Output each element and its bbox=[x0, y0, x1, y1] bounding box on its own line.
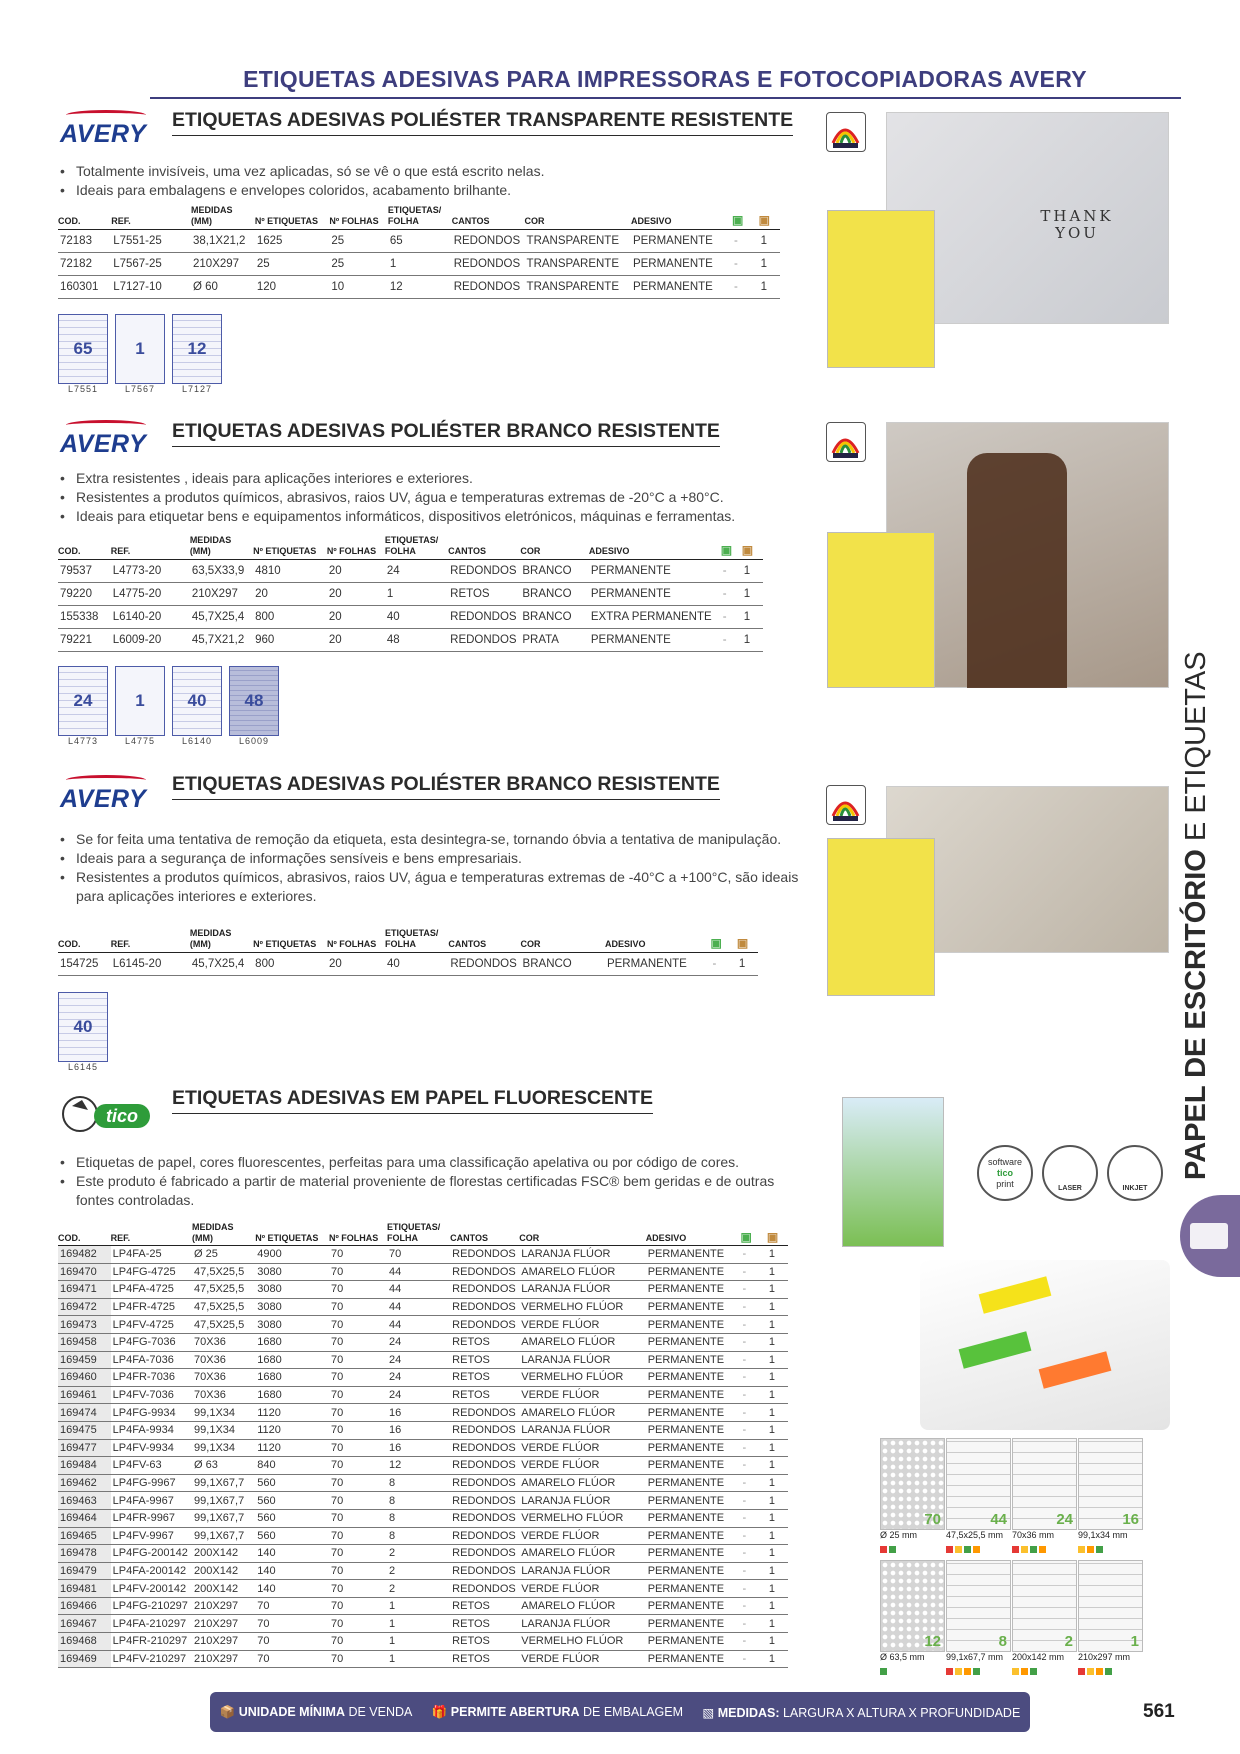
table-row: 169461 LP4FV-7036 70X36 1680 70 24 RETOS VERDE FLÚOR PERMANENTE - 1 bbox=[58, 1386, 788, 1404]
label-format: 1 210x297 mm bbox=[1078, 1560, 1144, 1680]
laser-icon: LASER bbox=[1042, 1145, 1098, 1201]
label-format: 8 99,1x67,7 mm bbox=[946, 1560, 1012, 1680]
column-header: Nº FOLHAS bbox=[327, 535, 385, 560]
product-pack-avery bbox=[827, 838, 935, 996]
table-row: 169462 LP4FG-9967 99,1X67,7 560 70 8 REDONDOS AMARELO FLÚOR PERMANENTE - 1 bbox=[58, 1474, 788, 1492]
label-format-grid bbox=[880, 1438, 1144, 1680]
label-format-thumb: 12 L7127 bbox=[172, 314, 222, 394]
software-print-icon: software tico print bbox=[977, 1145, 1033, 1201]
bullet: • Ideais para a segurança de informações sensíveis e bens empresariais. bbox=[58, 849, 803, 868]
format-thumbs-1 bbox=[58, 314, 222, 394]
product-table-fluorescent bbox=[58, 1222, 788, 1668]
table-row: 72182 L7567-25 210X297 25 25 1 REDONDOS TRANSPARENTE PERMANENTE - 1 bbox=[58, 253, 780, 276]
column-header: ETIQUETAS/ FOLHA bbox=[387, 1222, 450, 1246]
column-header: CANTOS bbox=[448, 535, 520, 560]
bullet: • Extra resistentes , ideais para aplicações interiores e exteriores. bbox=[58, 469, 818, 488]
table-row: 79221 L6009-20 45,7X21,2 960 20 48 REDONDOS PRATA PERMANENTE - 1 bbox=[58, 629, 763, 652]
section-title-tamper: ETIQUETAS ADESIVAS POLIÉSTER BRANCO RESISTENTE bbox=[172, 773, 720, 800]
label-format: 44 47,5x25,5 mm bbox=[946, 1438, 1012, 1558]
box-unit-icon: ▣ bbox=[759, 205, 780, 230]
column-header: COD. bbox=[58, 535, 111, 560]
column-header: CANTOS bbox=[452, 205, 525, 230]
table-row: 169477 LP4FV-9934 99,1X34 1120 70 16 REDONDOS VERDE FLÚOR PERMANENTE - 1 bbox=[58, 1439, 788, 1457]
page-number: 561 bbox=[1143, 1701, 1175, 1722]
product-table-transparent bbox=[58, 205, 780, 299]
bullet: • Etiquetas de papel, cores fluorescentes, perfeitas para uma classificação apelativa ou por código de cores. bbox=[58, 1153, 798, 1172]
section-title-fluorescent: ETIQUETAS ADESIVAS EM PAPEL FLUORESCENTE bbox=[172, 1087, 653, 1114]
table-row: 169479 LP4FA-200142 200X142 140 70 2 REDONDOS LARANJA FLÚOR PERMANENTE - 1 bbox=[58, 1562, 788, 1580]
category-label: PAPEL DE ESCRITÓRIO E ETIQUETAS bbox=[1180, 651, 1212, 1180]
product-table-white bbox=[58, 535, 763, 652]
column-header: REF. bbox=[111, 205, 191, 230]
table-row: 169468 LP4FR-210297 210X297 70 70 1 RETOS VERMELHO FLÚOR PERMANENTE - 1 bbox=[58, 1633, 788, 1651]
table-row: 169473 LP4FV-4725 47,5X25,5 3080 70 44 REDONDOS VERDE FLÚOR PERMANENTE - 1 bbox=[58, 1316, 788, 1334]
label-format-thumb: 48 L6009 bbox=[229, 666, 279, 746]
legend-dimensions: ▧ MEDIDAS: LARGURA X ALTURA X PROFUNDIDADE bbox=[702, 1705, 1021, 1720]
column-header: ADESIVO bbox=[589, 535, 721, 560]
column-header: REF. bbox=[111, 535, 190, 560]
open-pack-icon: ▣ bbox=[710, 928, 736, 953]
table-row: 72183 L7551-25 38,1X21,2 1625 25 65 REDONDOS TRANSPARENTE PERMANENTE - 1 bbox=[58, 230, 780, 253]
column-header: MEDIDAS (MM) bbox=[191, 205, 255, 230]
column-header: Nº FOLHAS bbox=[329, 205, 388, 230]
legend-bar bbox=[210, 1692, 1030, 1732]
section2-bullets bbox=[58, 469, 818, 526]
bullet: • Se for feita uma tentativa de remoção da etiqueta, esta desintegra-se, tornando óbvia a tentativa de manipulação. bbox=[58, 830, 803, 849]
table-row: 169472 LP4FR-4725 47,5X25,5 3080 70 44 REDONDOS VERMELHO FLÚOR PERMANENTE - 1 bbox=[58, 1298, 788, 1316]
box-unit-icon: ▣ bbox=[737, 928, 758, 953]
label-format-thumb: 65 L7551 bbox=[58, 314, 108, 394]
bullet: • Ideais para etiquetar bens e equipamentos informáticos, dispositivos eletrónicos, máquinas e ferramentas. bbox=[58, 507, 818, 526]
open-pack-icon: ▣ bbox=[732, 205, 759, 230]
bullet: • Resistentes a produtos químicos, abrasivos, raios UV, água e temperaturas extremas de -40°C a +100°C, são ideais para aplicações interiores e exteriores. bbox=[58, 868, 803, 906]
avery-logo: AVERY bbox=[58, 108, 158, 148]
box-unit-icon: ▣ bbox=[742, 535, 763, 560]
column-header: Nº ETIQUETAS bbox=[253, 928, 327, 953]
section-title-transparent: ETIQUETAS ADESIVAS POLIÉSTER TRANSPARENTE RESISTENTE bbox=[172, 109, 793, 136]
table-row: 169464 LP4FR-9967 99,1X67,7 560 70 8 REDONDOS VERMELHO FLÚOR PERMANENTE - 1 bbox=[58, 1509, 788, 1527]
column-header: Nº ETIQUETAS bbox=[255, 205, 329, 230]
table-row: 79220 L4775-20 210X297 20 20 1 RETOS BRANCO PERMANENTE - 1 bbox=[58, 583, 763, 606]
table-row: 169467 LP4FA-210297 210X297 70 70 1 RETOS LARANJA FLÚOR PERMANENTE - 1 bbox=[58, 1615, 788, 1633]
column-header: ADESIVO bbox=[631, 205, 732, 230]
column-header: MEDIDAS (MM) bbox=[190, 928, 253, 953]
tico-logo bbox=[58, 1090, 153, 1138]
column-header: COD. bbox=[58, 1222, 111, 1246]
open-pack-icon: ▣ bbox=[721, 535, 742, 560]
table-row: 154725 L6145-20 45,7X25,4 800 20 40 REDONDOS BRANCO PERMANENTE - 1 bbox=[58, 953, 758, 976]
product-photo-tubes bbox=[920, 1260, 1170, 1430]
title-divider bbox=[150, 97, 1181, 99]
column-header: Nº FOLHAS bbox=[329, 1222, 387, 1246]
table-row: 169482 LP4FA-25 Ø 25 4900 70 70 REDONDOS LARANJA FLÚOR PERMANENTE - 1 bbox=[58, 1246, 788, 1264]
table-row: 169471 LP4FA-4725 47,5X25,5 3080 70 44 REDONDOS LARANJA FLÚOR PERMANENTE - 1 bbox=[58, 1281, 788, 1299]
product-pack-tico bbox=[842, 1097, 944, 1247]
laser-printer-icon bbox=[826, 112, 866, 152]
inkjet-icon: INKJET bbox=[1107, 1145, 1163, 1201]
laser-printer-icon bbox=[826, 422, 866, 462]
open-pack-icon: ▣ bbox=[741, 1222, 767, 1246]
column-header: MEDIDAS (MM) bbox=[192, 1222, 255, 1246]
column-header: Nº ETIQUETAS bbox=[253, 535, 327, 560]
column-header: ETIQUETAS/ FOLHA bbox=[385, 928, 448, 953]
column-header: CANTOS bbox=[450, 1222, 519, 1246]
column-header: REF. bbox=[111, 928, 190, 953]
column-header: COR bbox=[525, 205, 631, 230]
label-format-thumb: 1 L4775 bbox=[115, 666, 165, 746]
table-row: 160301 L7127-10 Ø 60 120 10 12 REDONDOS TRANSPARENTE PERMANENTE - 1 bbox=[58, 276, 780, 299]
label-format: 70 Ø 25 mm bbox=[880, 1438, 946, 1558]
svg-text:tico: tico bbox=[105, 1106, 139, 1126]
column-header: MEDIDAS (MM) bbox=[190, 535, 253, 560]
label-format-thumb: 1 L7567 bbox=[115, 314, 165, 394]
legend-min-unit: 📦 UNIDADE MÍNIMA DE VENDA bbox=[219, 1704, 413, 1719]
avery-logo: AVERY bbox=[58, 773, 158, 813]
table-row: 169478 LP4FG-200142 200X142 140 70 2 REDONDOS AMARELO FLÚOR PERMANENTE - 1 bbox=[58, 1545, 788, 1563]
column-header: ADESIVO bbox=[646, 1222, 741, 1246]
label-format: 12 Ø 63,5 mm bbox=[880, 1560, 946, 1680]
table-row: 169465 LP4FV-9967 99,1X67,7 560 70 8 REDONDOS VERDE FLÚOR PERMANENTE - 1 bbox=[58, 1527, 788, 1545]
product-pack-avery bbox=[827, 210, 935, 368]
table-row: 155338 L6140-20 45,7X25,4 800 20 40 REDONDOS BRANCO EXTRA PERMANENTE - 1 bbox=[58, 606, 763, 629]
column-header: ETIQUETAS/ FOLHA bbox=[385, 535, 448, 560]
table-row: 79537 L4773-20 63,5X33,9 4810 20 24 REDONDOS BRANCO PERMANENTE - 1 bbox=[58, 560, 763, 583]
column-header: ADESIVO bbox=[605, 928, 711, 953]
column-header: Nº ETIQUETAS bbox=[255, 1222, 329, 1246]
section3-bullets bbox=[58, 830, 803, 906]
bullet: • Totalmente invisíveis, uma vez aplicadas, só se vê o que está escrito nelas. bbox=[58, 162, 808, 181]
format-thumbs-2 bbox=[58, 666, 279, 746]
label-format: 2 200x142 mm bbox=[1012, 1560, 1078, 1680]
table-row: 169458 LP4FG-7036 70X36 1680 70 24 RETOS AMARELO FLÚOR PERMANENTE - 1 bbox=[58, 1333, 788, 1351]
table-row: 169459 LP4FA-7036 70X36 1680 70 24 RETOS LARANJA FLÚOR PERMANENTE - 1 bbox=[58, 1351, 788, 1369]
column-header: COR bbox=[521, 928, 605, 953]
label-format: 24 70x36 mm bbox=[1012, 1438, 1078, 1558]
bullet: • Resistentes a produtos químicos, abrasivos, raios UV, água e temperaturas extremas de -20°C a +80°C. bbox=[58, 488, 818, 507]
column-header: COD. bbox=[58, 205, 111, 230]
table-row: 169460 LP4FR-7036 70X36 1680 70 24 RETOS VERMELHO FLÚOR PERMANENTE - 1 bbox=[58, 1369, 788, 1387]
format-thumbs-3 bbox=[58, 992, 108, 1072]
page-title: ETIQUETAS ADESIVAS PARA IMPRESSORAS E FOTOCOPIADORAS AVERY bbox=[243, 66, 1087, 92]
section1-bullets bbox=[58, 162, 808, 200]
table-row: 169466 LP4FG-210297 210X297 70 70 1 RETOS AMARELO FLÚOR PERMANENTE - 1 bbox=[58, 1597, 788, 1615]
product-photo-thank-you: THANK YOU bbox=[886, 112, 1169, 324]
table-row: 169481 LP4FV-200142 200X142 140 70 2 REDONDOS VERDE FLÚOR PERMANENTE - 1 bbox=[58, 1580, 788, 1598]
label-format-thumb: 40 L6140 bbox=[172, 666, 222, 746]
column-header: ETIQUETAS/ FOLHA bbox=[388, 205, 452, 230]
label-format-thumb: 40 L6145 bbox=[58, 992, 108, 1072]
label-format-thumb: 24 L4773 bbox=[58, 666, 108, 746]
table-row: 169474 LP4FG-9934 99,1X34 1120 70 16 REDONDOS AMARELO FLÚOR PERMANENTE - 1 bbox=[58, 1404, 788, 1422]
laser-printer-icon bbox=[826, 785, 866, 825]
avery-logo: AVERY bbox=[58, 418, 158, 458]
column-header: COD. bbox=[58, 928, 111, 953]
box-unit-icon: ▣ bbox=[767, 1222, 788, 1246]
label-format: 16 99,1x34 mm bbox=[1078, 1438, 1144, 1558]
column-header: COR bbox=[519, 1222, 645, 1246]
column-header: CANTOS bbox=[448, 928, 520, 953]
section4-bullets bbox=[58, 1153, 798, 1210]
column-header: COR bbox=[520, 535, 589, 560]
column-header: Nº FOLHAS bbox=[327, 928, 385, 953]
table-row: 169470 LP4FG-4725 47,5X25,5 3080 70 44 REDONDOS AMARELO FLÚOR PERMANENTE - 1 bbox=[58, 1263, 788, 1281]
bullet: • Ideais para embalagens e envelopes coloridos, acabamento brilhante. bbox=[58, 181, 808, 200]
product-pack-avery bbox=[827, 532, 935, 688]
table-row: 169469 LP4FV-210297 210X297 70 70 1 RETOS VERDE FLÚOR PERMANENTE - 1 bbox=[58, 1650, 788, 1668]
section-title-white: ETIQUETAS ADESIVAS POLIÉSTER BRANCO RESISTENTE bbox=[172, 420, 720, 447]
column-header: REF. bbox=[111, 1222, 192, 1246]
product-table-tamper bbox=[58, 928, 758, 976]
table-row: 169475 LP4FA-9934 99,1X34 1120 70 16 REDONDOS LARANJA FLÚOR PERMANENTE - 1 bbox=[58, 1421, 788, 1439]
table-row: 169484 LP4FV-63 Ø 63 840 70 12 REDONDOS VERDE FLÚOR PERMANENTE - 1 bbox=[58, 1457, 788, 1475]
legend-open-pack: 🎁 PERMITE ABERTURA DE EMBALAGEM bbox=[431, 1704, 684, 1719]
bullet: • Este produto é fabricado a partir de material proveniente de florestas certificadas FSC® bem geridas e de outras fontes controladas. bbox=[58, 1172, 798, 1210]
table-row: 169463 LP4FA-9967 99,1X67,7 560 70 8 REDONDOS LARANJA FLÚOR PERMANENTE - 1 bbox=[58, 1492, 788, 1510]
